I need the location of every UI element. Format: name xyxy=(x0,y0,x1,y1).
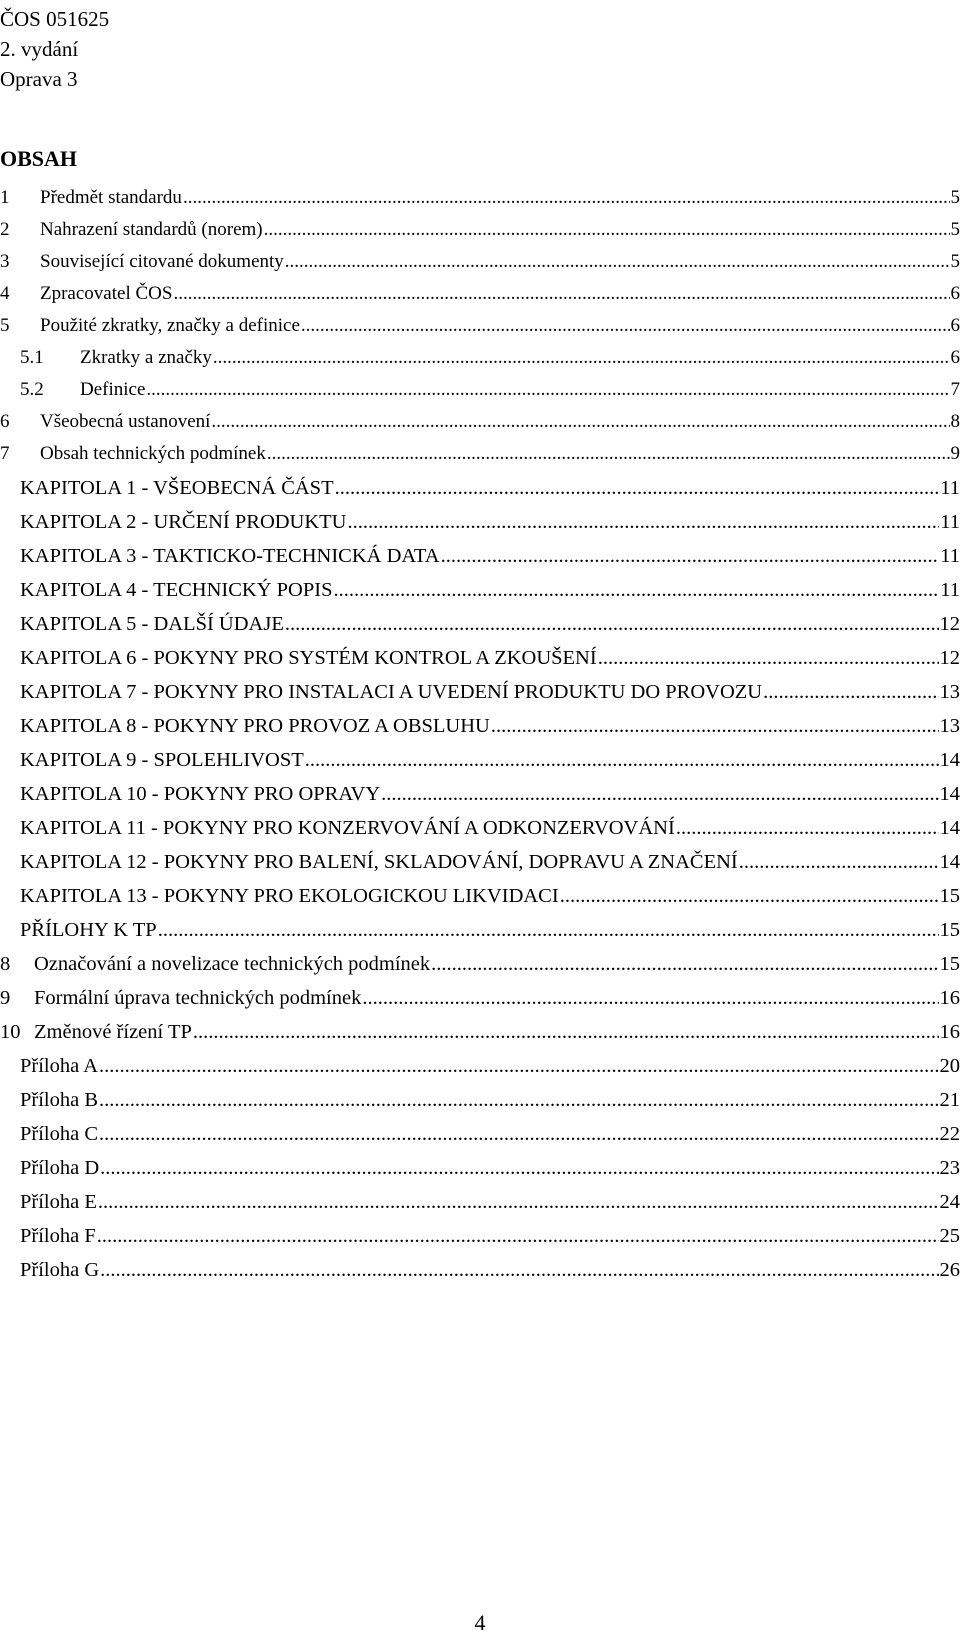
toc-leader xyxy=(211,411,949,433)
toc-entry-title: Související citované dokumenty xyxy=(40,251,284,272)
toc-entry[interactable] xyxy=(0,613,960,641)
toc-leader xyxy=(431,953,938,976)
toc-entry[interactable] xyxy=(0,477,960,505)
toc-leader xyxy=(193,1021,939,1044)
toc-entry-title: Předmět standardu xyxy=(40,187,182,208)
toc-entry[interactable] xyxy=(0,953,960,981)
toc-entry[interactable] xyxy=(0,1089,960,1117)
toc-entry-title: Formální úprava technických podmínek xyxy=(34,987,362,1009)
toc-entry[interactable] xyxy=(0,1123,960,1151)
toc-entry-title: Nahrazení standardů (norem) xyxy=(40,219,263,240)
toc-entry-page: 11 xyxy=(940,545,960,567)
toc-entry[interactable] xyxy=(0,443,960,471)
toc-entry-number: 5 xyxy=(0,315,10,336)
toc-entry[interactable] xyxy=(0,851,960,879)
toc-entry-page: 24 xyxy=(939,1191,960,1213)
toc-entry-page: 16 xyxy=(939,987,960,1009)
toc-entry-number: 6 xyxy=(0,411,10,432)
toc-entry-page: 6 xyxy=(950,283,960,304)
toc-entry[interactable] xyxy=(0,885,960,913)
toc-entry-page: 12 xyxy=(939,647,960,669)
toc-leader xyxy=(362,987,938,1010)
toc-entry-page: 22 xyxy=(939,1123,960,1145)
toc-entry-page: 20 xyxy=(939,1055,960,1077)
toc-entry-page: 25 xyxy=(939,1225,960,1247)
toc-entry[interactable] xyxy=(0,283,960,311)
toc-heading: OBSAH xyxy=(0,146,78,171)
amendment: Oprava 3 xyxy=(0,67,78,91)
toc-entry-title: Příloha D xyxy=(20,1157,100,1179)
toc-entry-page: 23 xyxy=(939,1157,960,1179)
toc-entry[interactable] xyxy=(0,411,960,439)
toc-entry-page: 15 xyxy=(939,885,960,907)
toc-leader xyxy=(146,379,949,401)
toc-entry-page: 14 xyxy=(939,783,960,805)
toc-entry-page: 7 xyxy=(950,379,960,400)
toc-entry-page: 15 xyxy=(939,953,960,975)
toc-leader xyxy=(264,219,950,241)
toc-entry[interactable] xyxy=(0,251,960,279)
toc-entry[interactable] xyxy=(0,919,960,947)
toc-entry-title: Zpracovatel ČOS xyxy=(40,283,173,304)
toc-entry-title: KAPITOLA 6 - POKYNY PRO SYSTÉM KONTROL A ZKOUŠENÍ xyxy=(20,647,597,669)
toc-entry[interactable] xyxy=(0,783,960,811)
toc-entry-page: 5 xyxy=(950,187,960,208)
toc-entry-page: 11 xyxy=(940,579,960,601)
toc-entry[interactable] xyxy=(0,1259,960,1287)
toc-entry-number: 3 xyxy=(0,251,10,272)
toc-leader xyxy=(100,1259,938,1282)
toc-leader xyxy=(100,1157,938,1180)
toc-entry-page: 6 xyxy=(950,347,960,368)
toc-leader xyxy=(335,477,940,500)
toc-leader xyxy=(99,1089,938,1112)
toc-leader xyxy=(491,715,939,738)
toc-leader xyxy=(763,681,938,704)
toc-entry[interactable] xyxy=(0,511,960,539)
toc-entry[interactable] xyxy=(0,817,960,845)
toc-leader xyxy=(213,347,950,369)
toc-leader xyxy=(381,783,938,806)
toc-entry-page: 14 xyxy=(939,817,960,839)
toc-entry-title: Obsah technických podmínek xyxy=(40,443,266,464)
toc-leader xyxy=(305,749,939,772)
toc-entry-page: 14 xyxy=(939,749,960,771)
toc-entry-title: Příloha C xyxy=(20,1123,99,1145)
toc-entry[interactable] xyxy=(0,681,960,709)
toc-entry-title: Definice xyxy=(80,379,146,400)
toc-entry[interactable] xyxy=(0,749,960,777)
toc-entry-title: KAPITOLA 13 - POKYNY PRO EKOLOGICKOU LIKVIDACI xyxy=(20,885,559,907)
toc-entry-title: Příloha E xyxy=(20,1191,97,1213)
toc-leader xyxy=(285,251,950,273)
toc-entry-number: 4 xyxy=(0,283,10,304)
toc-entry[interactable] xyxy=(0,579,960,607)
toc-entry-page: 5 xyxy=(950,219,960,240)
toc-entry-title: KAPITOLA 8 - POKYNY PRO PROVOZ A OBSLUHU xyxy=(20,715,490,737)
toc-entry-number: 7 xyxy=(0,443,10,464)
toc-leader xyxy=(267,443,950,465)
toc-entry[interactable] xyxy=(0,647,960,675)
toc-entry-number: 5.2 xyxy=(20,379,44,400)
page-number: 4 xyxy=(474,1610,486,1635)
toc-entry-title: Zkratky a značky xyxy=(80,347,212,368)
toc-entry[interactable] xyxy=(0,1191,960,1219)
toc-entry-title: KAPITOLA 4 - TECHNICKÝ POPIS xyxy=(20,579,333,601)
toc-entry-title: KAPITOLA 7 - POKYNY PRO INSTALACI A UVEDENÍ PRODUKTU DO PROVOZU xyxy=(20,681,763,703)
toc-leader xyxy=(183,187,950,209)
toc-entry-page: 16 xyxy=(939,1021,960,1043)
toc-leader xyxy=(598,647,939,670)
toc-entry[interactable] xyxy=(0,1021,960,1049)
toc-leader xyxy=(301,315,950,337)
toc-leader xyxy=(99,1055,938,1078)
toc-leader xyxy=(97,1225,939,1248)
toc-entry-page: 11 xyxy=(940,477,960,499)
toc-entry-page: 13 xyxy=(939,681,960,703)
toc-leader xyxy=(99,1123,938,1146)
toc-entry-title: PŘÍLOHY K TP xyxy=(20,919,157,941)
toc-entry-number: 9 xyxy=(0,987,11,1009)
toc-entry-title: Všeobecná ustanovení xyxy=(40,411,211,432)
toc-entry-page: 5 xyxy=(950,251,960,272)
toc-entry-title: Příloha F xyxy=(20,1225,96,1247)
toc-entry-page: 26 xyxy=(939,1259,960,1281)
toc-entry-title: KAPITOLA 11 - POKYNY PRO KONZERVOVÁNÍ A ODKONZERVOVÁNÍ xyxy=(20,817,675,839)
toc-leader xyxy=(348,511,940,534)
toc-entry-title: Příloha B xyxy=(20,1089,99,1111)
toc-leader xyxy=(441,545,940,568)
toc-leader xyxy=(285,613,939,636)
toc-entry-title: KAPITOLA 10 - POKYNY PRO OPRAVY xyxy=(20,783,381,805)
toc-entry-title: Změnové řízení TP xyxy=(34,1021,192,1043)
toc-entry-page: 15 xyxy=(939,919,960,941)
toc-entry-title: KAPITOLA 5 - DALŠÍ ÚDAJE xyxy=(20,613,284,635)
toc-entry[interactable] xyxy=(0,987,960,1015)
toc-entry-page: 21 xyxy=(939,1089,960,1111)
toc-entry-number: 5.1 xyxy=(20,347,44,368)
toc-entry[interactable] xyxy=(0,187,960,215)
toc-entry-title: Označování a novelizace technických podmínek xyxy=(34,953,431,975)
toc-entry[interactable] xyxy=(0,1055,960,1083)
toc-entry-number: 2 xyxy=(0,219,10,240)
toc-entry-page: 14 xyxy=(939,851,960,873)
toc-entry-title: Použité zkratky, značky a definice xyxy=(40,315,300,336)
toc-entry-title: Příloha A xyxy=(20,1055,99,1077)
toc-leader xyxy=(739,851,939,874)
toc-entry[interactable] xyxy=(0,545,960,573)
toc-entry-number: 8 xyxy=(0,953,11,975)
toc-entry[interactable] xyxy=(0,379,960,407)
toc-entry-title: KAPITOLA 2 - URČENÍ PRODUKTU xyxy=(20,511,347,533)
toc-leader xyxy=(158,919,939,942)
toc-entry-number: 10 xyxy=(0,1021,21,1043)
document-header xyxy=(0,4,109,94)
toc-entry-page: 12 xyxy=(939,613,960,635)
toc-entry-page: 9 xyxy=(950,443,960,464)
toc-leader xyxy=(333,579,939,602)
toc-entry-title: Příloha G xyxy=(20,1259,100,1281)
toc-entry-title: KAPITOLA 3 - TAKTICKO-TECHNICKÁ DATA xyxy=(20,545,440,567)
toc-entry[interactable] xyxy=(0,1225,960,1253)
edition: 2. vydání xyxy=(0,37,79,61)
toc-entry-title: KAPITOLA 12 - POKYNY PRO BALENÍ, SKLADOVÁNÍ, DOPRAVU A ZNAČENÍ xyxy=(20,851,738,873)
toc-entry-page: 8 xyxy=(950,411,960,432)
toc-entry[interactable] xyxy=(0,1157,960,1185)
toc-entry[interactable] xyxy=(0,347,960,375)
standard-code: ČOS 051625 xyxy=(0,7,110,31)
toc-entry-page: 6 xyxy=(950,315,960,336)
toc-leader xyxy=(173,283,949,305)
toc-entry[interactable] xyxy=(0,715,960,743)
toc-leader xyxy=(560,885,939,908)
toc-entry[interactable] xyxy=(0,219,960,247)
toc-entry-number: 1 xyxy=(0,187,10,208)
toc-entry-title: KAPITOLA 9 - SPOLEHLIVOST xyxy=(20,749,304,771)
toc-entry[interactable] xyxy=(0,315,960,343)
toc-leader xyxy=(676,817,939,840)
toc-entry-page: 11 xyxy=(940,511,960,533)
toc-entry-title: KAPITOLA 1 - VŠEOBECNÁ ČÁST xyxy=(20,477,334,499)
toc-entry-page: 13 xyxy=(939,715,960,737)
toc-leader xyxy=(98,1191,939,1214)
